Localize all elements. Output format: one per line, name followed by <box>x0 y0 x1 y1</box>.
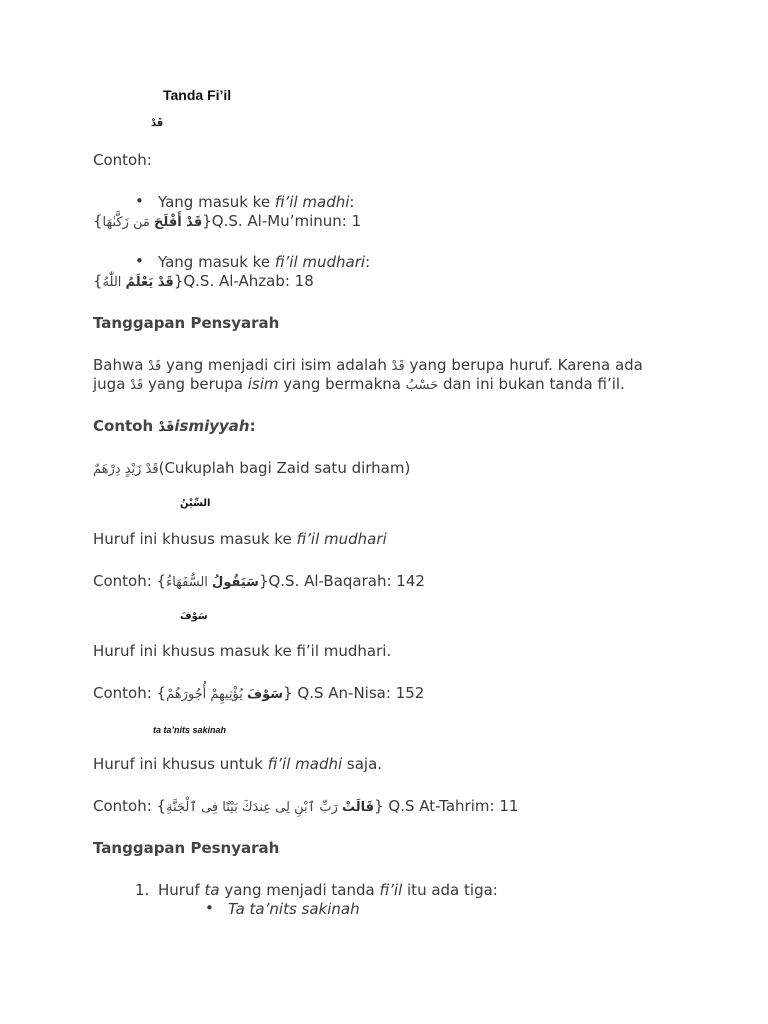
contoh-label: Contoh: <box>93 151 152 169</box>
section-heading-tanggapan-pesnyarah: Tanggapan Pesnyarah <box>93 839 280 857</box>
example-al-baqarah: Contoh: { سَيَقُولُ السُّفَهَاءُ }Q.S. Al-Baqarah: 142 <box>93 572 425 590</box>
bullet-fiil-madhi: Yang masuk ke fi’il madhi: <box>158 193 355 211</box>
ordered-list-number: 1. <box>135 881 150 899</box>
sub-item-ta-tanits: Ta ta’nits sakinah <box>228 900 360 918</box>
document-title: Tanda Fi’il <box>163 87 232 103</box>
paragraph-sin-khusus: Huruf ini khusus masuk ke fi’il mudhari <box>93 530 387 548</box>
section-heading-contoh-ismiyyah: Contoh قَدْismiyyah: <box>93 417 256 435</box>
sin-heading-arabic: السِّيْنُ <box>180 498 211 509</box>
qad-heading-arabic: قَدْ <box>151 118 164 129</box>
ta-tanits-heading: ta ta’nits sakinah <box>153 725 227 735</box>
example-at-tahrim: Contoh: { قَالَتْ رَبِّ ٱبْنِ لِى عِندَكَ بَيْتًا فِى ٱلْجَنَّةِ } Q.S At-Tahrim: 11 <box>93 797 519 815</box>
example-an-nisa: Contoh: { سَوْفَ يُؤْتِيهِمْ أُجُورَهُمْ } Q.S An-Nisa: 152 <box>93 684 425 702</box>
example-al-ahzab: { قَدْ يَعْلَمُ اللّٰهُ }Q.S. Al-Ahzab: 18 <box>93 272 314 290</box>
paragraph-ta-khusus: Huruf ini khusus untuk fi’il madhi saja. <box>93 755 383 773</box>
paragraph-sawfa-khusus: Huruf ini khusus masuk ke fi’il mudhari. <box>93 642 392 660</box>
section-heading-tanggapan-pensyarah: Tanggapan Pensyarah <box>93 314 280 332</box>
bullet-marker: • <box>205 899 214 917</box>
bullet-marker: • <box>135 252 144 270</box>
example-qad-zaid: قَدْ زَيْدٍ دِرْهَمٌ(Cukuplah bagi Zaid satu dirham) <box>93 459 411 477</box>
paragraph-bahwa: Bahwa قَدْ yang menjadi ciri isim adalah قَدْ yang berupa huruf. Karena ada <box>93 356 643 374</box>
paragraph-juga: juga قَدْ yang berupa isim yang bermakna حَسْبُ dan ini bukan tanda fi’il. <box>93 375 625 393</box>
bullet-fiil-mudhari: Yang masuk ke fi’il mudhari: <box>158 253 371 271</box>
bullet-marker: • <box>135 192 144 210</box>
ordered-item-huruf-ta: Huruf ta yang menjadi tanda fi’il itu ada tiga: <box>158 881 498 899</box>
example-al-muminun: { قَدْ أَفْلَحَ مَن زَكَّىٰهَا }Q.S. Al-Mu’minun: 1 <box>93 212 362 230</box>
sawfa-heading-arabic: سَوْفَ <box>180 611 208 622</box>
